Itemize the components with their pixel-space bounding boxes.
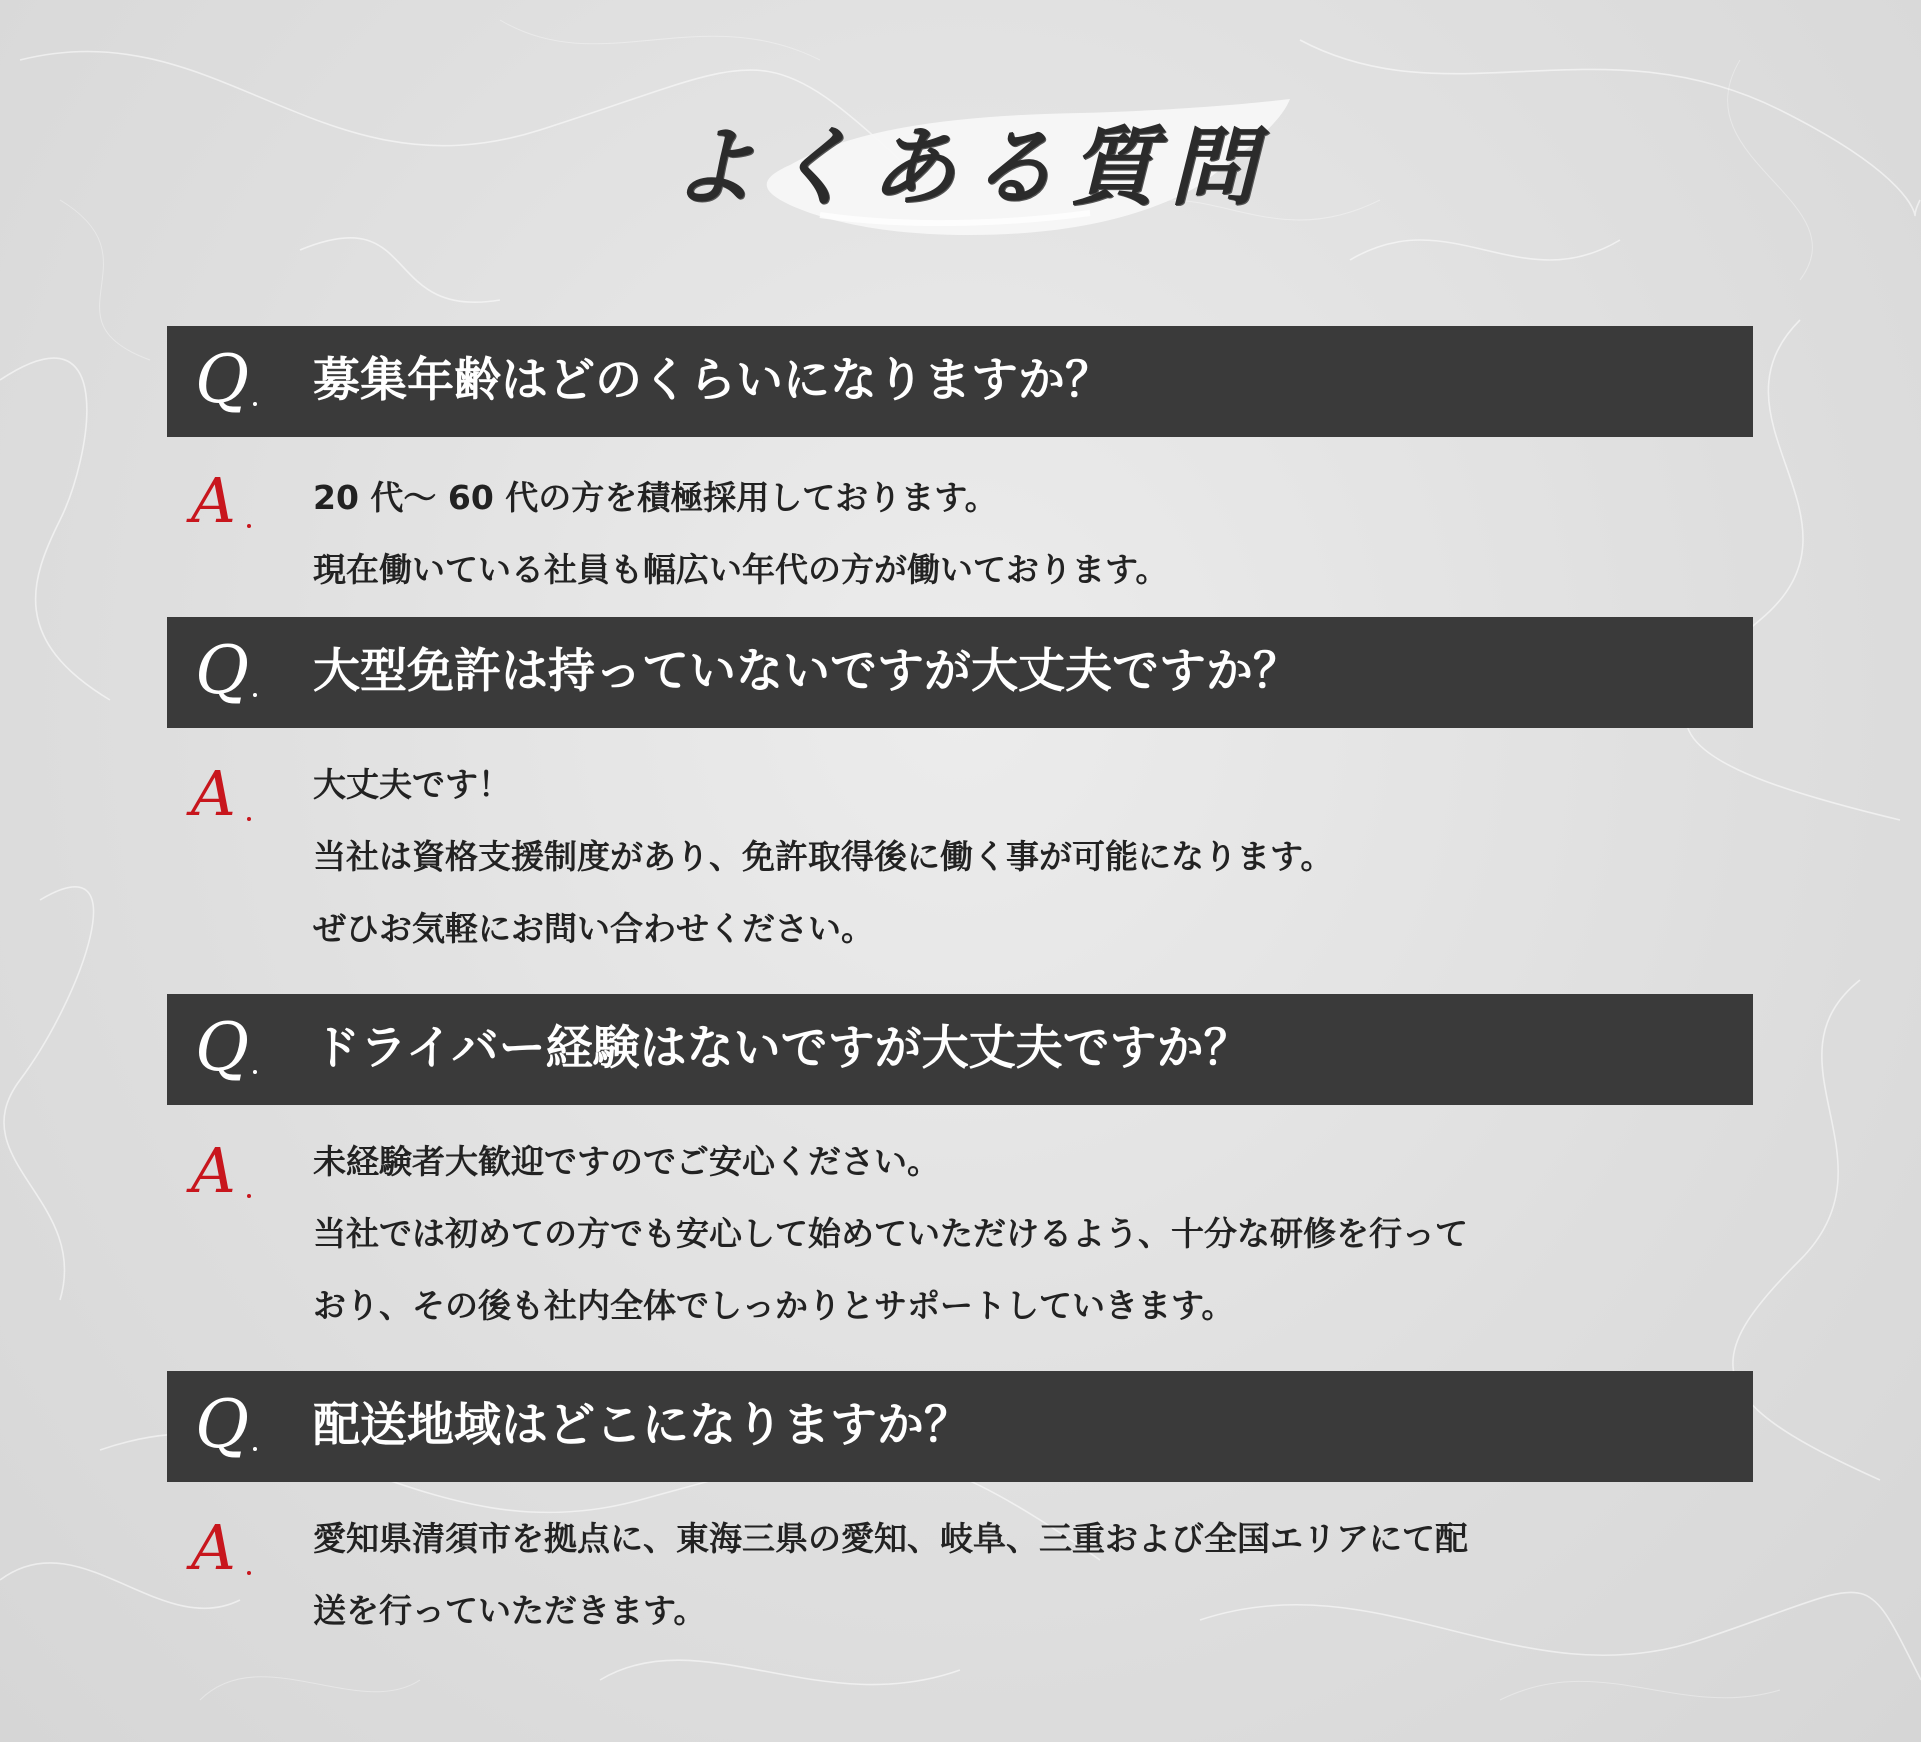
title-section: [640, 95, 1300, 245]
answer-line: ぜひお気軽にお問い合わせください。: [313, 909, 874, 948]
answer-mark: A: [191, 757, 236, 830]
answer-line: 当社では初めての方でも安心して始めていただけるよう、十分な研修を行って: [313, 1214, 1468, 1253]
question-mark-dot: [253, 402, 257, 406]
question-bar: [167, 1371, 1753, 1482]
answer-text: [313, 462, 1733, 606]
question-text: ドライバー経験はないですが大丈夫ですか？: [313, 1021, 1251, 1076]
answer-mark-dot: [247, 1571, 251, 1575]
question-text: 募集年齢はどのくらいになりますか？: [313, 353, 1112, 408]
question-mark: Q: [195, 341, 250, 418]
question-bar: [167, 617, 1753, 728]
answer-mark-dot: [247, 524, 251, 528]
question-mark-dot: [253, 1447, 257, 1451]
answer-text: [313, 1503, 1733, 1647]
answer-line: 未経験者大歓迎ですのでご安心ください。: [313, 1142, 940, 1181]
question-bar: [167, 326, 1753, 437]
answer-line: 現在働いている社員も幅広い年代の方が働いております。: [313, 550, 1169, 589]
answer-line: 当社は資格支援制度があり、免許取得後に働く事が可能になります。: [313, 837, 1334, 876]
question-text: 大型免許は持っていないですが大丈夫ですか？: [313, 644, 1300, 699]
answer-line: 愛知県清須市を拠点に、東海三県の愛知、岐阜、三重および全国エリアにて配: [313, 1519, 1468, 1558]
answer-mark: A: [191, 1511, 236, 1584]
answer-line: 送を行っていただきます。: [313, 1591, 707, 1630]
question-text: 配送地域はどこになりますか？: [313, 1398, 971, 1453]
question-bar: [167, 994, 1753, 1105]
answer-mark: A: [191, 464, 236, 537]
answer-line: 大丈夫です！: [313, 765, 511, 804]
question-mark: Q: [195, 632, 250, 709]
question-mark: Q: [195, 1386, 250, 1463]
answer-mark: A: [191, 1134, 236, 1207]
answer-mark-dot: [247, 1194, 251, 1198]
answer-text: [313, 749, 1733, 965]
answer-line: おり、その後も社内全体でしっかりとサポートしていきます。: [313, 1286, 1235, 1325]
answer-mark-dot: [247, 817, 251, 821]
question-mark: Q: [195, 1009, 250, 1086]
page-title: よくある質問: [670, 117, 1270, 218]
question-mark-dot: [253, 1070, 257, 1074]
answer-line: 20 代～ 60 代の方を積極採用しております。: [313, 478, 998, 517]
question-mark-dot: [253, 693, 257, 697]
answer-text: [313, 1126, 1733, 1342]
